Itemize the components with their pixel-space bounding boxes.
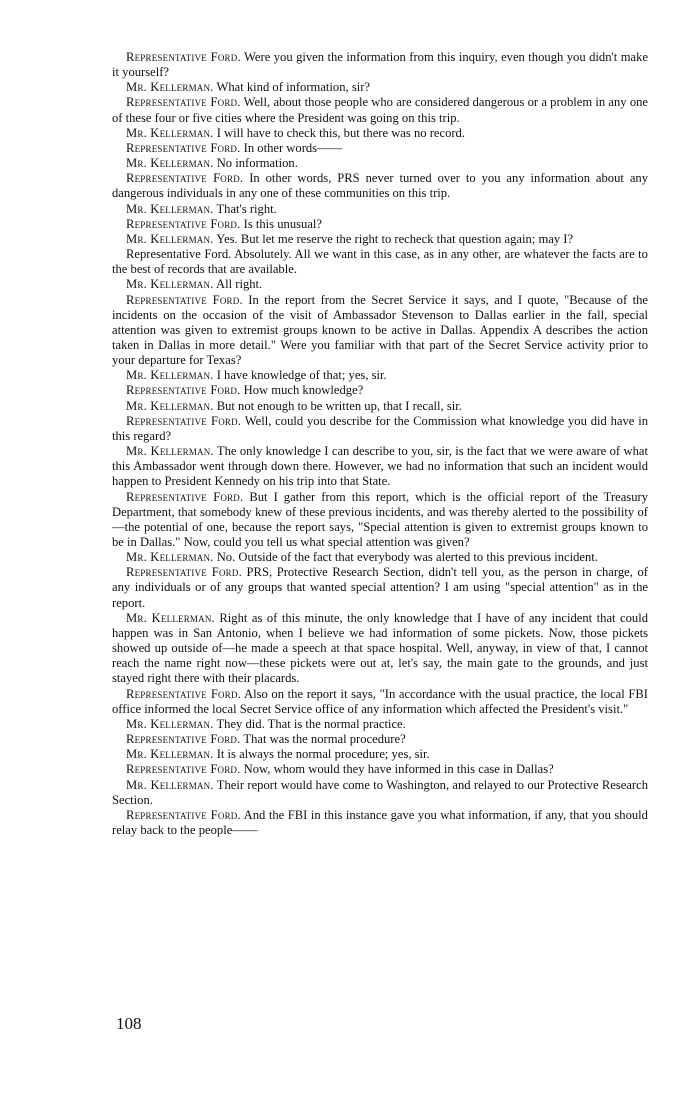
transcript-paragraph bbox=[112, 414, 648, 444]
transcript-paragraph bbox=[112, 383, 648, 398]
speaker-label: Mr. Kellerman. bbox=[126, 231, 214, 246]
speaker-label: Mr. Kellerman. bbox=[126, 125, 214, 140]
speaker-label: Representative Ford. bbox=[126, 50, 241, 64]
speaker-label: Mr. Kellerman. bbox=[126, 277, 214, 292]
transcript-paragraph bbox=[112, 444, 648, 489]
transcript-paragraph bbox=[112, 232, 648, 247]
speaker-label: Mr. Kellerman. bbox=[126, 80, 214, 95]
transcript-paragraph bbox=[112, 126, 648, 141]
speech-text: Yes. But let me reserve the right to recheck that question again; may I? bbox=[216, 231, 574, 246]
speaker-label: Mr. Kellerman. bbox=[126, 444, 214, 459]
speech-text: In other words, PRS never turned over to you any information about any dangerous individuals in any one of these communities on this trip. bbox=[112, 171, 649, 201]
speech-text: That was the normal procedure? bbox=[243, 732, 406, 747]
transcript-paragraph bbox=[112, 171, 648, 201]
transcript-paragraph bbox=[112, 550, 648, 565]
speech-text: In the report from the Secret Service it says, and I quote, "Because of the incidents on the occasion of the visit of Ambassador Stevenson to Dallas earlier in the fall, special attention was given to extremist groups known to be active in Dallas. Appendix A describes the action taken in Dallas in more detail." Were you familiar with that part of the Secret Service activity prior to your departure for Texas? bbox=[112, 292, 649, 368]
speech-text: How much knowledge? bbox=[243, 383, 364, 398]
speaker-label: Representative Ford. bbox=[126, 762, 241, 777]
speaker-label: Representative Ford. bbox=[126, 140, 241, 155]
transcript-paragraph bbox=[112, 399, 648, 414]
speaker-label: Representative Ford. bbox=[126, 686, 241, 701]
speech-text: It is always the normal procedure; yes, sir. bbox=[216, 747, 430, 762]
transcript-paragraph bbox=[112, 202, 648, 217]
transcript-paragraph bbox=[112, 687, 648, 717]
transcript-paragraph bbox=[112, 368, 648, 383]
transcript-paragraph bbox=[112, 217, 648, 232]
speaker-label: Representative Ford. bbox=[126, 732, 241, 747]
speech-text: But I gather from this report, which is the official report of the Treasury Department, that somebody knew of these previous incidents, and was thereby alerted to the possibility of—the potential of one, because the report says, "Special attention is given to extremist groups known to be in Dallas." Now, could you tell us what special attention was given? bbox=[112, 489, 648, 549]
speaker-label: Representative Ford. bbox=[126, 292, 243, 307]
speech-text: What kind of information, sir? bbox=[216, 80, 371, 95]
speech-text: PRS, Protective Research Section, didn't tell you, as the person in charge, of any individuals or of any groups that wanted special attention? I am using "special attention" as in the report. bbox=[112, 565, 648, 610]
transcript-paragraph bbox=[112, 717, 648, 732]
speech-text: Were you given the information from this inquiry, even though you didn't make it yourself? bbox=[112, 50, 648, 80]
transcript-paragraph bbox=[112, 247, 648, 277]
speech-text: Well, about those people who are considered dangerous or a problem in any one of these four or five cities where the President was going on this trip. bbox=[112, 95, 649, 125]
speech-text: Absolutely. All we want in this case, as in any other, are whatever the facts are to the best of records that are available. bbox=[112, 247, 648, 277]
speaker-label: Mr. Kellerman. bbox=[126, 550, 214, 565]
speech-text: No. Outside of the fact that everybody was alerted to this previous incident. bbox=[216, 550, 598, 565]
speech-text: Also on the report it says, "In accordance with the usual practice, the local FBI office informed the local Secret Service office of any information which affected the President's visit." bbox=[112, 686, 648, 716]
transcript-paragraph bbox=[112, 565, 648, 610]
transcript-paragraph bbox=[112, 156, 648, 171]
speaker-label: Representative Ford. bbox=[126, 247, 232, 262]
transcript-paragraph bbox=[112, 293, 648, 369]
speech-text: I will have to check this, but there was no record. bbox=[216, 125, 465, 140]
speaker-label: Representative Ford. bbox=[126, 489, 244, 504]
speech-text: And the FBI in this instance gave you what information, if any, that you should relay back to the people—— bbox=[112, 807, 648, 837]
transcript-body bbox=[112, 50, 648, 838]
speech-text: But not enough to be written up, that I recall, sir. bbox=[216, 398, 462, 413]
transcript-paragraph bbox=[112, 747, 648, 762]
speech-text: Their report would have come to Washington, and relayed to our Protective Research Section. bbox=[112, 777, 648, 807]
transcript-paragraph bbox=[112, 95, 648, 125]
transcript-paragraph bbox=[112, 141, 648, 156]
speaker-label: Representative Ford. bbox=[126, 383, 241, 398]
speaker-label: Mr. Kellerman. bbox=[126, 610, 215, 625]
speech-text: The only knowledge I can describe to you, sir, is the fact that we were aware of what this Ambassador went through down there. However, we had no information that such an incident would happen to President Kennedy on his trip into that State. bbox=[112, 444, 648, 489]
transcript-paragraph bbox=[112, 732, 648, 747]
speech-text: No information. bbox=[216, 156, 298, 171]
speech-text: In other words—— bbox=[243, 140, 343, 155]
speaker-label: Mr. Kellerman. bbox=[126, 716, 214, 731]
speech-text: Is this unusual? bbox=[243, 216, 322, 231]
speech-text: I have knowledge of that; yes, sir. bbox=[216, 368, 387, 383]
speaker-label: Mr. Kellerman. bbox=[126, 747, 214, 762]
transcript-paragraph bbox=[112, 762, 648, 777]
transcript-paragraph bbox=[112, 808, 648, 838]
speech-text: Right as of this minute, the only knowledge that I have of any incident that could happen was in San Antonio, when I believe we had information of some pickets. Now, those pickets showed up outside of—he made a speech at that space hospital. Well, anyway, in view of that, I cannot reach the name right now—these pickets were out at, let's say, the main gate to the grounds, and just stayed right there with their placards. bbox=[112, 610, 649, 686]
speaker-label: Mr. Kellerman. bbox=[126, 777, 214, 792]
speaker-label: Mr. Kellerman. bbox=[126, 398, 214, 413]
speech-text: That's right. bbox=[216, 201, 277, 216]
speech-text: All right. bbox=[216, 277, 263, 292]
speaker-label: Representative Ford. bbox=[126, 171, 244, 186]
transcript-paragraph bbox=[112, 778, 648, 808]
transcript-paragraph bbox=[112, 490, 648, 551]
speaker-label: Representative Ford. bbox=[126, 95, 241, 110]
speaker-label: Representative Ford. bbox=[126, 565, 242, 580]
speech-text: Well, could you describe for the Commission what knowledge you did have in this regard? bbox=[112, 413, 649, 443]
transcript-paragraph bbox=[112, 80, 648, 95]
speaker-label: Representative Ford. bbox=[126, 216, 241, 231]
speaker-label: Mr. Kellerman. bbox=[126, 368, 214, 383]
speaker-label: Mr. Kellerman. bbox=[126, 201, 214, 216]
speech-text: Now, whom would they have informed in this case in Dallas? bbox=[243, 762, 554, 777]
speaker-label: Representative Ford. bbox=[126, 413, 242, 428]
page-number: 108 bbox=[116, 1014, 142, 1033]
speaker-label: Representative Ford. bbox=[126, 807, 241, 822]
speech-text: They did. That is the normal practice. bbox=[216, 716, 406, 731]
transcript-paragraph bbox=[112, 277, 648, 292]
transcript-paragraph bbox=[112, 50, 648, 80]
speaker-label: Mr. Kellerman. bbox=[126, 156, 214, 171]
transcript-paragraph bbox=[112, 611, 648, 687]
